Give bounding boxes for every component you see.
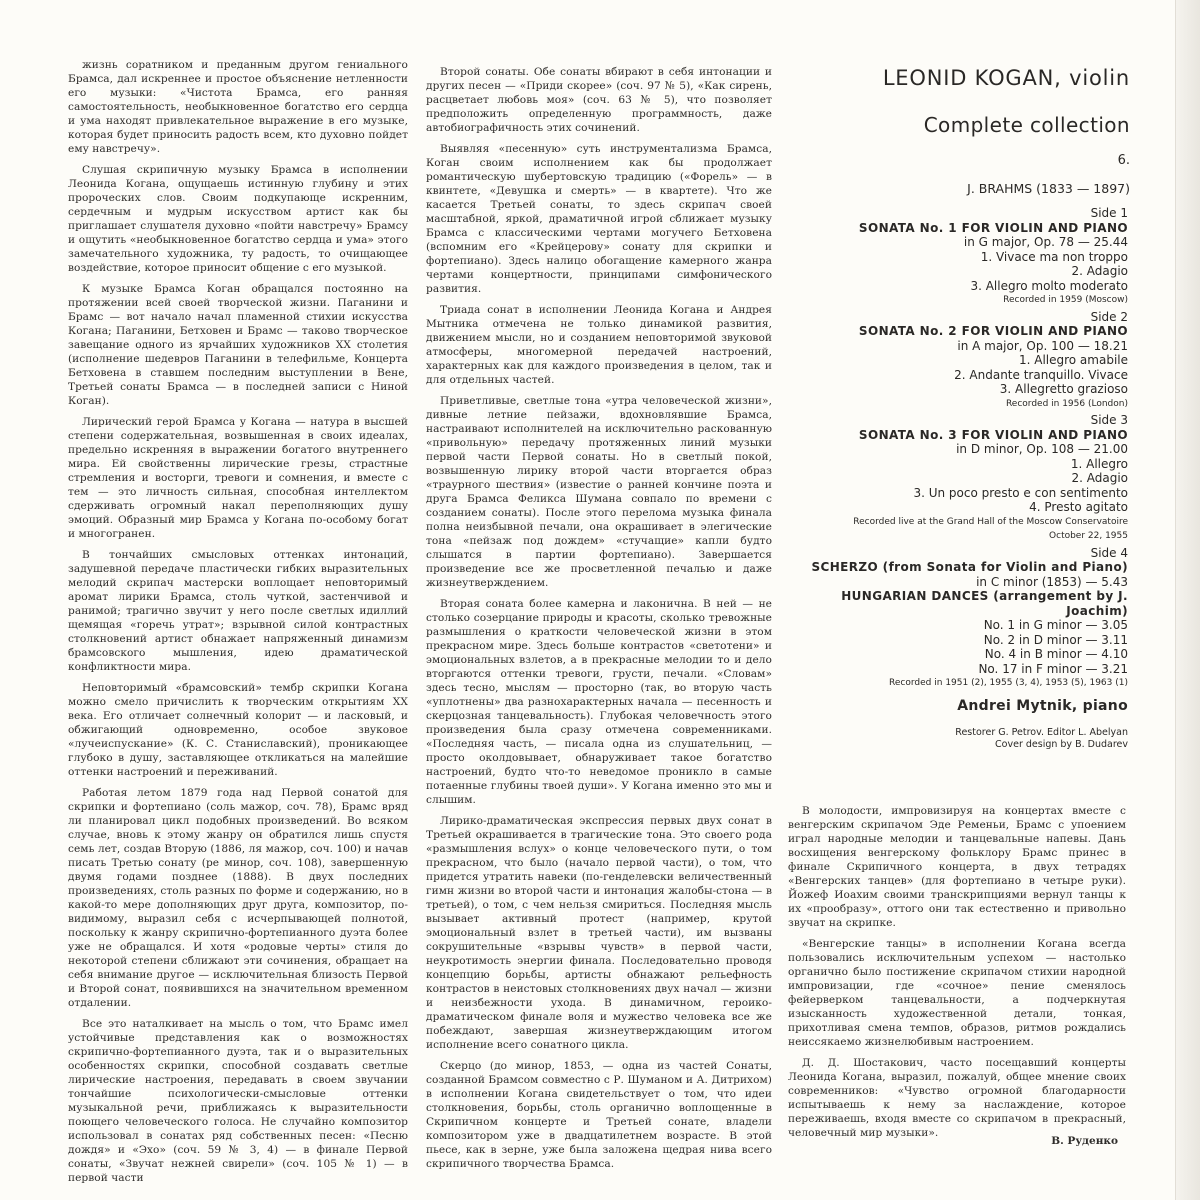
tracklist-side: Side 2 [1090,309,1128,324]
tracklist-side: Side 3 [1090,413,1128,427]
tracklist-sonata: SONATA No. 2 FOR VIOLIN AND PIANO [858,324,1128,338]
tracklist-line: in D minor, Op. 108 — 21.00 [956,442,1128,456]
essay-paragraph: Неповторимый «брамсовский» тембр скрипки Когана можно смело причислить к творческим открытиям XX века. Его отличает солнечный колорит — и ласковый, и обжигающий одновременно, особое звуковое «лучеиспускание» (К. С. Станиславский), проникающее глубоко в душу, заставляющее откликаться на малейшие оттенки настроений и переживаний. [68,682,408,778]
tracklist [790,204,1128,751]
tracklist-line: 4. Presto agitato [1029,500,1128,514]
tracklist-side: Side 4 [1090,545,1128,560]
tracklist-line: No. 2 in D minor — 3.11 [983,632,1128,647]
performer-line: Andrei Mytnik, piano [957,697,1128,714]
essay-paragraph: В молодости, импровизируя на концертах вместе с венгерским скрипачом Эде Ременьи, Брамс с упоением играл народные мелодии и танцевальные напевы. Дань восхищения венгерскому фольклору Брамс принес в финале Скрипичного концерта, в двух тетрадях «Венгерских танцев» (для фортепиано в четыре руки). Йожеф Иоахим своими транскрипциями вернул танцы к их «прообразу», оттого они так естественно и привольно звучат на скрипке. [788,805,1126,929]
essay-paragraph: Скерцо (до минор, 1853, — одна из частей Сонаты, созданной Брамсом совместно с Р. Шуманом и А. Дитрихом) в исполнении Когана свидетельствует о том, что идеи столкновения, борьбы, столь органично воплощенные в Скрипичном концерте и Третьей сонате, владели композитором уже в двадцатилетнем возрасте. В этой пьесе, как в зерне, уже была заложена щедрая нива всего скрипичного творчества Брамса. [426,1060,772,1170]
tracklist-line: 3. Allegretto grazioso [999,382,1128,396]
essay-paragraph: К музыке Брамса Коган обращался постоянно на протяжении всей своей творческой жизни. Паганини и Брамс — вот начало начал пламенной стихии искусства Когана; Паганини, Бетховен и Брамс — таково творческое завещание одного из ярчайших художников XX столетия (исполнение шедевров Паганини в телефильме, Концерта Бетховена в ставшем последним выступлении в Вене, Третьей сонаты Брамса — в последней записи с Ниной Коган). [68,283,408,407]
essay-column-2 [426,65,772,1178]
tracklist-rec: Recorded in 1959 (Moscow) [1003,295,1128,305]
author-signature: В. Руденко [1051,1135,1118,1147]
tracklist-line: No. 17 in F minor — 3.21 [978,661,1128,676]
essay-paragraph: Работая летом 1879 года над Первой сонатой для скрипки и фортепиано (соль мажор, соч. 78), Брамс вряд ли планировал цикл подобных произведений. Во всяком случае, вновь к этому жанру он обратился лишь спустя семь лет, создав Вторую (1886, ля мажор, соч. 100) и начав писать Третью сонату (ре минор, соч. 108), завершенную двумя годами позднее (1888). В двух последних произведениях, столь разных по форме и содержанию, но в какой-то мере дополняющих друг друга, композитор, по-видимому, выразил себя с исчерпывающей полнотой, поскольку к жанру скрипично-фортепианного дуэта более уже не обращался. И хотя «родовые черты» стиля до некоторой степени сближают эти сочинения, обращает на себя внимание другое — исключительная близость Первой и Второй сонат, появившихся на значительном временном отдалении. [68,787,408,1009]
essay-paragraph: жизнь соратником и преданным другом гениального Брамса, дал искреннее и простое объяснение нетленности его музыки: «Чистота Брамса, его ранняя самостоятельность, необыкновенное богатство его сердца и ума находят привлекательное выражение в его музыке, которая будет приносить радость всем, кто духовно пойдет ему навстречу». [68,59,408,155]
tracklist-line: 1. Vivace ma non troppo [980,249,1128,264]
tracklist-line: 2. Andante tranquillo. Vivace [954,367,1128,382]
credits [790,727,1128,751]
tracklist-line: 1. Allegro amabile [1018,353,1128,367]
essay-paragraph: Триада сонат в исполнении Леонида Когана и Андрея Мытника отмечена не только динамикой развития, движением мысли, но и созданием неповторимой звуковой атмосферы, многомерной передачей настроений, характерных как для каждого произведения в целом, так и для отдельных частей. [426,304,772,386]
tracklist-line: 1. Allegro [1070,456,1128,471]
tracklist-rec: Recorded live at the Grand Hall of the Moscow Conservatoire [853,516,1128,527]
tracklist-line: No. 1 in G minor — 3.05 [983,618,1128,632]
essay-column-3 [788,804,1126,1147]
tracklist-line: No. 4 in B minor — 4.10 [984,647,1128,661]
tracklist-line: in G major, Op. 78 — 25.44 [963,235,1128,249]
credit-line: Cover design by B. Dudarev [995,739,1128,750]
essay-paragraph: Лирический герой Брамса у Когана — натура в высшей степени содержательная, возвышенная в своих идеалах, предельно искренняя в выражении богатого внутреннего мира. Ей свойственны лирические грезы, страстные стремления и восторги, тревоги и сомнения, и вместе с тем — это личность сильная, способная интеллектом сдерживать огромный накал переполняющих душу эмоций. Образный мир Брамса у Когана по-особому богат и многогранен. [68,416,408,540]
essay-column-1 [68,58,408,1192]
tracklist-line: 3. Un poco presto e con sentimento [913,485,1128,500]
essay-paragraph: Второй сонаты. Обе сонаты вбирают в себя интонации и других песен — «Приди скорее» (соч. 97 № 5), «Как сирень, расцветает любовь моя» (соч. 63 № 5), что позволяет предположить определенную программность, даже автобиографичность этих сочинений. [426,66,772,134]
tracklist-line: 2. Adagio [1071,471,1128,485]
credit-line: Restorer G. Petrov. Editor L. Abelyan [955,727,1128,738]
tracklist-line: 2. Adagio [1071,264,1128,278]
essay-paragraph: Все это наталкивает на мысль о том, что Брамс имел устойчивые представления как о возможностях скрипично-фортепианного дуэта, так и о выразительных особенностях скрипки, способной создавать светлые лирические настроения, передавать в своем звучании тончайшие психологически-смысловые оттенки музыкальной речи, приближаясь к выразительности поющего человеческого голоса. Не случайно композитор использовал в сонатах ряд собственных песен: «Песню дождя» и «Эхо» (соч. 59 № 3, 4) — в финале Первой сонаты, «Звучат нежней свирели» (соч. 105 № 1) — в первой части [68,1018,408,1184]
tracklist-line: in C minor (1853) — 5.43 [976,574,1128,589]
essay-paragraph: В тончайших смысловых оттенках интонаций, задушевной передаче пластически гибких выразительных мелодий скрипач мастерски воплощает неповторимый аромат лирики Брамса, столь чуткой, застенчивой и ранимой; трагично звучит у него после светлых идиллий щемящая «горечь утрат»; взрывной силой контрастных столкновений артист обнажает напряженный динамизм брамсовского мышления, идею драматической конфликтности мира. [68,549,408,673]
tracklist-sonata: SONATA No. 1 FOR VIOLIN AND PIANO [858,220,1128,235]
tracklist-rec: Recorded in 1951 (2), 1955 (3, 4), 1953 (5), 1963 (1) [889,678,1128,688]
essay-paragraph: Приветливые, светлые тона «утра человеческой жизни», дивные летние пейзажи, вдохновлявшие Брамса, настраивают исполнителей на исключительно раскованную «привольную» передачу протяженных линий музыки первой части Первой сонаты. Но в светлый покой, возвышенную лирику второй части вторгается образ «траурного шествия» (известие о ранней кончине поэта и друга Брамса Феликса Шумана совпало по времени с созданием сонаты). После этого перелома музыка финала полна неизбывной печали, она окрашивает в элегические тона «пейзаж под дождем» «стучащие» капли будто слышатся в партии фортепиано). Завершается произведение все же просветленной печалью и даже жизнеутверждением. [426,395,772,589]
tracklist-rec: Recorded in 1956 (London) [1005,398,1128,409]
essay-paragraph: Вторая соната более камерна и лаконична. В ней — не столько созерцание природы и красоты, сколько тревожные размышления о краткости человеческой жизни в этом прекрасном мире. Здесь больше контрастов «светотени» и эмоциональных взлетов, а в прекрасные мелодии то и дело вторгаются оттенки тревоги, грусти, печали. «Словам» здесь тесно, мыслям — просторно (так, во вторую часть «уплотнены» два разнохарактерных начала — песенность и скерцозная танцевальность). Глубокая человечность этого произведения была сразу отмечена современниками. «Последняя часть, — писала одна из слушательниц, — просто околдовывает, обнаруживает такое богатство настроений, будто что-то неведомое проникло в самые потаенные глубины твоей души». У Когана именно это мы и слышим. [426,598,772,806]
tracklist-rec: October 22, 1955 [1049,531,1128,541]
tracklist-sonata: SCHERZO (from Sonata for Violin and Piano) [811,560,1128,574]
tracklist-line: in A major, Op. 100 — 18.21 [957,338,1128,353]
essay-paragraph: Слушая скрипичную музыку Брамса в исполнении Леонида Когана, ощущаешь истинную глубину и этих пророческих слов. Своим подкупающе искренним, сердечным и мудрым искусством артист как бы приглашает слушателя духовно «пойти навстречу» Брамсу и ощутить «необыкновенное богатство сердца и ума» этого замечательного художника, ту радость, то очищающее воздействие, которое приносит общение с его музыкой. [68,164,408,274]
tracklist-side: Side 1 [1090,206,1128,220]
essay-paragraph: Д. Д. Шостакович, часто посещавший концерты Леонида Когана, выразил, пожалуй, общее мнение своих современников: «Чувство огромной благодарности испытываешь к нему за наслаждение, которое переживаешь, входя вместе со скрипачом в прекрасный, человечный мир музыки». [788,1057,1126,1139]
essay-paragraph: «Венгерские танцы» в исполнении Когана всегда пользовались исключительным успехом — настолько органично было постижение скрипачом стихии народной импровизации, где «сочное» пение сменялось фейерверком танцевальности, а подчеркнутая изысканность художественной детали, тонкая, прихотливая смена темпов, образов, ритмов рождались неиссякаемо жизнелюбивым настроением. [788,938,1126,1048]
artist-title: LEONID KOGAN, violin [882,66,1130,90]
sleeve-edge [1175,0,1200,1200]
volume-number: 6. [1117,153,1130,168]
composer-line: J. BRAHMS (1833 — 1897) [967,181,1130,196]
tracklist-sonata: SONATA No. 3 FOR VIOLIN AND PIANO [858,427,1128,442]
tracklist-sonata: HUNGARIAN DANCES (arrangement by J. Joachim) [841,589,1128,618]
essay-paragraph: Лирико-драматическая экспрессия первых двух сонат в Третьей окрашивается в трагические тона. Это своего рода «размышления вслух» о конце человеческого пути, о том прекрасном, что было (начало первой части), о том, что придется утратить навеки (по-генделевски величественный гимн жизни во второй части и интонация жалобы-стона — в третьей), о том, с чем нельзя смириться. Последняя мысль вызывает активный протест (например, крутой эмоциональный взлет в третьей части), им вызваны сокрушительные «взрывы чувств» в первой части, неукротимость энергии финала. Последовательно проводя концепцию борьбы, артисты обнажают рельефность контрастов в неистовых столкновениях двух начал — жизни и неизбежности ухода. В динамичном, героико-драматическом финале воля и мужество человека все же побеждают, завершая жизнеутверждающим итогом исполнение всего сонатного цикла. [426,815,772,1051]
collection-title: Complete collection [923,113,1130,137]
essay-paragraph: Выявляя «песенную» суть инструментализма Брамса, Коган своим исполнением как бы продолжает романтическую шубертовскую традицию («Форель» — в квинтете, «Девушка и смерть» — в квартете). Что же касается Третьей сонаты, то здесь скрипач своей масштабной, яркой, драматичной игрой сближает музыку Брамса с классическими чертами могучего Бетховена (вспомним его «Крейцерову» сонату для скрипки и фортепиано). Здесь налицо обогащение камерного жанра чертами концертности, принципами симфонического развития. [426,143,772,295]
tracklist-line: 3. Allegro molto moderato [970,278,1128,293]
